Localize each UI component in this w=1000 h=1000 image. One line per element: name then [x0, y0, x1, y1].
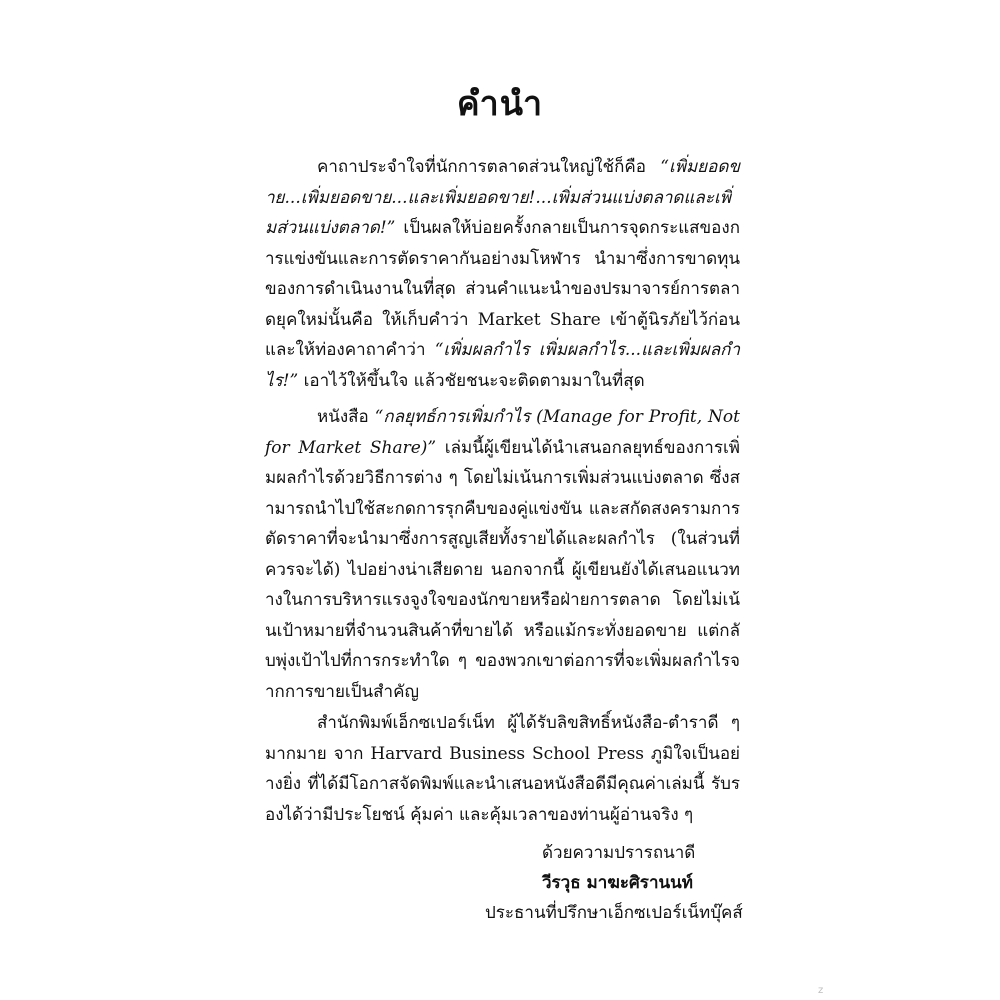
- book-title-quote: “กลยุทธ์การเพิ่มกำไร (Manage for Profit, Not for Market Share)”: [265, 407, 740, 458]
- paragraph-text: สำนักพิมพ์เอ็กซเปอร์เน็ท ผู้ได้รับลิขสิทธิ์หนังสือ-ตำราดี ๆ มากมาย จาก Harvard Business School Press ภูมิใจเป็นอย่างยิ่ง ที่ได้มีโอกาสจัดพิมพ์และนำเสนอหนังสือดีมีคุณค่าเล่มนี้ รับรองได้ว่ามีประโยชน์ คุ้มค่า และคุ้มเวลาของท่านผู้อ่านจริง ๆ: [265, 713, 740, 825]
- paragraph-text: หนังสือ: [317, 407, 375, 427]
- corner-mark: z: [818, 985, 824, 996]
- quote-slogan-sales: “เพิ่มยอดขาย...เพิ่มยอดขาย...และเพิ่มยอดขาย!...เพิ่มส่วนแบ่งตลาดและเพิ่มส่วนแบ่งตลาด!”: [265, 157, 740, 238]
- paragraph-text: เล่มนี้ผู้เขียนได้นำเสนอกลยุทธ์ของการเพิ่มผลกำไรด้วยวิธีการต่าง ๆ โดยไม่เน้นการเพิ่มส่วนแบ่งตลาด ซึ่งสามารถนำไปใช้สะกดการรุกคืบของคู่แข่งขัน และสกัดสงครามการตัดราคาที่จะนำมาซึ่งการสูญเสียทั้งรายได้และผลกำไร (ในส่วนที่ควรจะได้) ไปอย่างน่าเสียดาย นอกจากนี้ ผู้เขียนยังได้เสนอแนวทางในการบริหารแรงจูงใจของนักขายหรือฝ่ายการตลาด โดยไม่เน้นเป้าหมายที่จำนวนสินค้าที่ขายได้ หรือแม้กระทั่งยอดขาย แต่กลับพุ่งเป้าไปที่การกระทำใด ๆ ของพวกเขาต่อการที่จะเพิ่มผลกำไรจากการขายเป็นสำคัญ: [265, 437, 740, 702]
- paragraph-text: เป็นผลให้บ่อยครั้งกลายเป็นการจุดกระแสของการแข่งขันและการตัดราคากันอย่างมโหฬาร นำมาซึ่งการขาดทุนของการดำเนินงานในที่สุด ส่วนคำแนะนำของปรมาจารย์การตลาดยุคใหม่นั้นคือ ให้เก็บคำว่า Market Share เข้าตู้นิรภัยไว้ก่อน และให้ท่องคาถาคำว่า: [265, 218, 740, 360]
- preface-paragraph-1: [265, 152, 740, 396]
- page-title: คำนำ: [456, 84, 544, 124]
- paragraph-text: คาถาประจำใจที่นักการตลาดส่วนใหญ่ใช้ก็คือ: [317, 157, 661, 177]
- signature-name: วีรวุธ มาฆะศิรานนท์: [542, 873, 693, 893]
- signature-position: ประธานที่ปรึกษาเอ็กซเปอร์เน็ทบุ๊คส์: [485, 903, 743, 923]
- paragraph-text: เอาไว้ให้ขึ้นใจ แล้วชัยชนะจะติดตามมาในที่สุด: [298, 370, 645, 391]
- quote-slogan-profit: “เพิ่มผลกำไร เพิ่มผลกำไร...และเพิ่มผลกำไร!”: [265, 340, 740, 391]
- preface-paragraph-3: [265, 708, 740, 830]
- signature-closing: ด้วยความปรารถนาดี: [542, 843, 696, 863]
- preface-paragraph-2: [265, 402, 740, 707]
